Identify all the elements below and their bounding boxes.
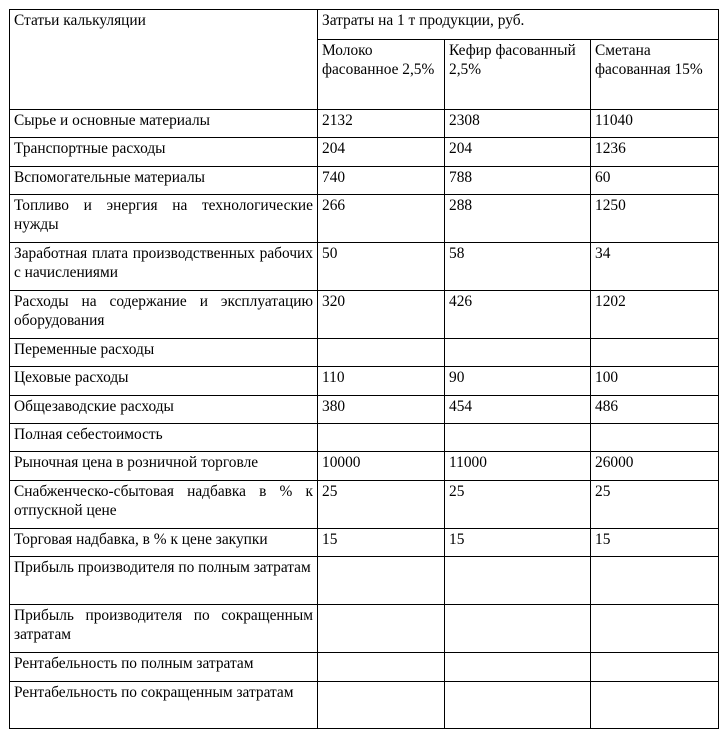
cell-value: 2132 [318,110,445,138]
table-row [10,167,719,195]
cell-value: 740 [318,167,445,195]
row-label: Общезаводские расходы [10,396,318,424]
table-row [10,557,719,605]
table-row [10,653,719,682]
items-column-header: Статьи калькуляции [10,10,318,110]
row-label: Рыночная цена в розничной торговле [10,452,318,481]
cell-value: 10000 [318,452,445,481]
table-row [10,138,719,167]
cell-value: 266 [318,195,445,243]
row-label: Рентабельность по полным затратам [10,653,318,682]
cell-value: 58 [445,243,591,291]
row-label: Транспортные расходы [10,138,318,167]
cell-value [318,605,445,653]
cell-value [445,339,591,367]
row-label: Сырье и основные материалы [10,110,318,138]
cell-value: 50 [318,243,445,291]
table-row [10,339,719,367]
table-row [10,529,719,557]
row-label: Переменные расходы [10,339,318,367]
row-label: Расходы на содержание и эксплуатацию оборудования [10,291,318,339]
table-row [10,367,719,396]
cell-value: 288 [445,195,591,243]
cell-value [318,424,445,452]
row-label: Снабженческо-сбытовая надбавка в % к отпускной цене [10,481,318,529]
table-row [10,424,719,452]
row-label: Рентабельность по сокращенным затратам [10,682,318,729]
row-label: Цеховые расходы [10,367,318,396]
table-row [10,195,719,243]
cell-value: 320 [318,291,445,339]
table-row [10,682,719,729]
cell-value [591,424,719,452]
cell-value [318,339,445,367]
cell-value: 15 [591,529,719,557]
cell-value: 204 [445,138,591,167]
cell-value [591,653,719,682]
cell-value: 1236 [591,138,719,167]
cell-value [318,682,445,729]
product-header-sour-cream: Сметана фасованная 15% [591,40,719,110]
table-row [10,243,719,291]
cell-value [445,605,591,653]
cell-value: 25 [445,481,591,529]
cell-value: 380 [318,396,445,424]
table-row [10,291,719,339]
cell-value: 15 [445,529,591,557]
table-row [10,396,719,424]
cost-group-header: Затраты на 1 т продукции, руб. [318,10,719,40]
cell-value: 11040 [591,110,719,138]
cell-value [318,653,445,682]
calculation-table [9,9,719,729]
row-label: Прибыль производителя по полным затратам [10,557,318,605]
row-label: Торговая надбавка, в % к цене закупки [10,529,318,557]
cell-value: 2308 [445,110,591,138]
header-row-top [10,10,719,40]
cell-value [445,682,591,729]
cell-value [445,424,591,452]
table-row [10,605,719,653]
row-label: Вспомогательные материалы [10,167,318,195]
cell-value [318,557,445,605]
cell-value [591,682,719,729]
row-label: Заработная плата производственных рабочих с начислениями [10,243,318,291]
cell-value: 26000 [591,452,719,481]
row-label: Прибыль производителя по сокращенным затратам [10,605,318,653]
cell-value: 90 [445,367,591,396]
cell-value: 426 [445,291,591,339]
table-row [10,452,719,481]
cell-value: 788 [445,167,591,195]
cell-value [591,605,719,653]
cell-value: 25 [591,481,719,529]
cell-value: 100 [591,367,719,396]
table-row [10,110,719,138]
cell-value: 1250 [591,195,719,243]
row-label: Полная себестоимость [10,424,318,452]
table-row [10,481,719,529]
cell-value: 34 [591,243,719,291]
row-label: Топливо и энергия на технологические нужды [10,195,318,243]
cell-value: 11000 [445,452,591,481]
cell-value: 204 [318,138,445,167]
cell-value [445,653,591,682]
cell-value: 60 [591,167,719,195]
cell-value [445,557,591,605]
product-header-kefir: Кефир фасованный 2,5% [445,40,591,110]
cell-value [591,339,719,367]
cell-value: 1202 [591,291,719,339]
cell-value [591,557,719,605]
cell-value: 25 [318,481,445,529]
cell-value: 454 [445,396,591,424]
cell-value: 486 [591,396,719,424]
product-header-milk: Молоко фасованное 2,5% [318,40,445,110]
cell-value: 110 [318,367,445,396]
cell-value: 15 [318,529,445,557]
